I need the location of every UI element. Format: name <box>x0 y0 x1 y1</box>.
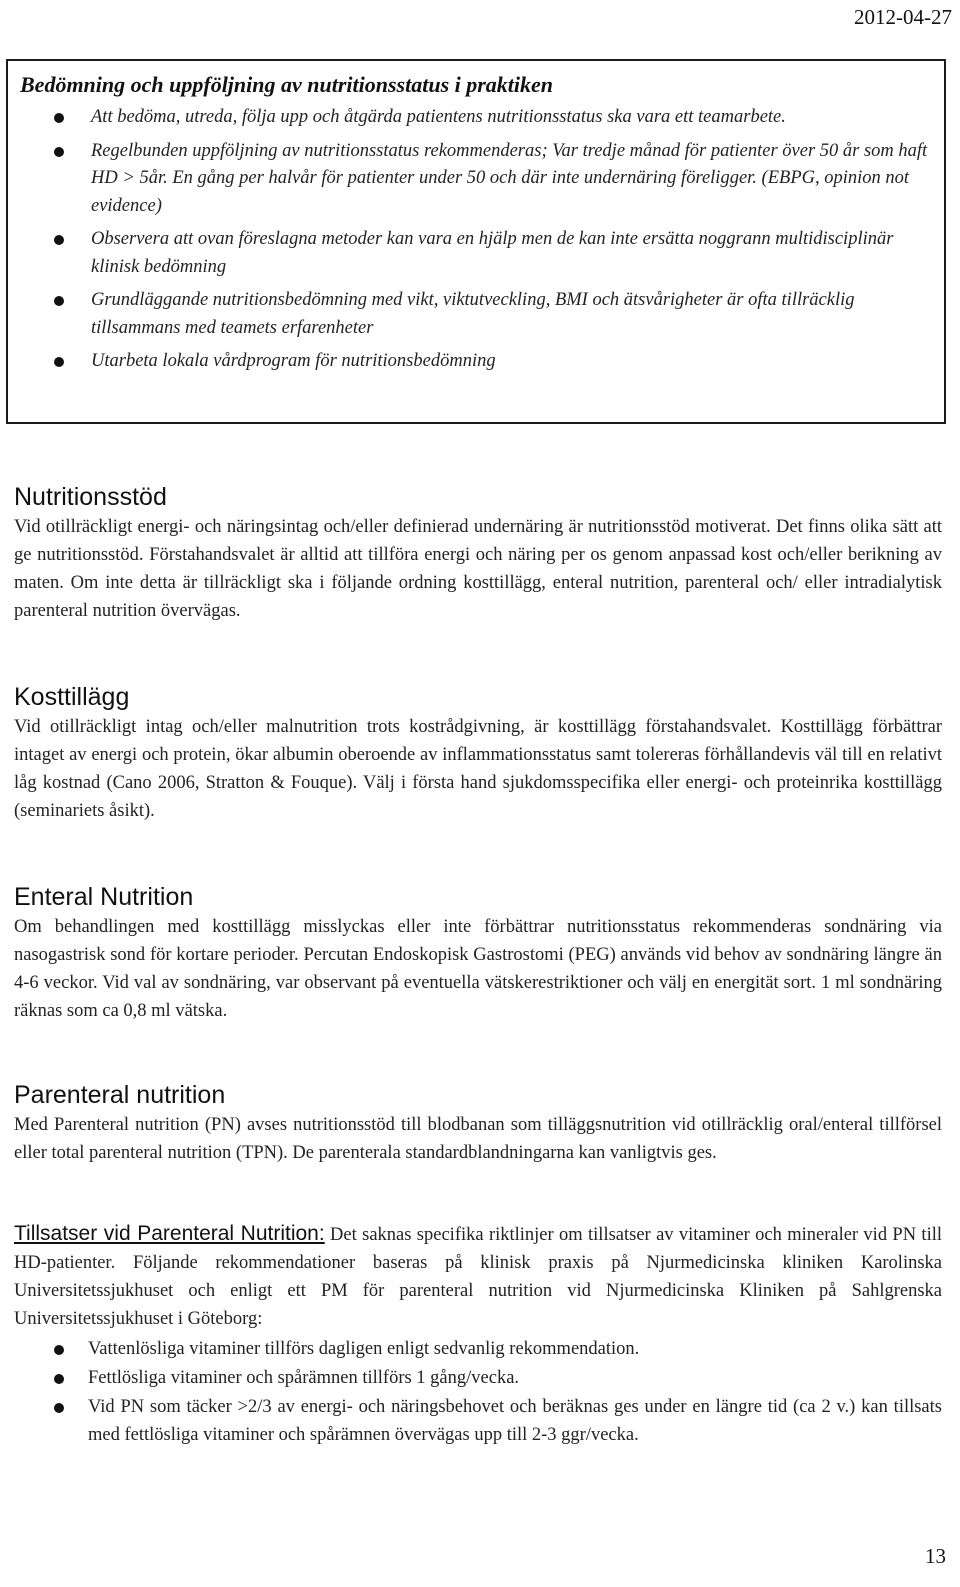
section-heading: Tillsatser vid Parenteral Nutrition: <box>14 1222 325 1245</box>
bullet-icon <box>54 1403 64 1413</box>
page-number: 13 <box>925 1544 946 1568</box>
section-heading: Nutritionsstöd <box>14 483 167 511</box>
list-item: Vid PN som täcker >2/3 av energi- och näringsbehovet och beräknas ges under en längre tid (ca 2 v.) kan tillsats med fettlösliga vitaminer och spårämnen övervägas upp till 2-3 ggr/vecka. <box>14 1393 942 1449</box>
section-tillsatser <box>14 1220 942 1450</box>
tillsatser-list <box>14 1335 942 1449</box>
box-list <box>20 104 944 376</box>
bullet-icon <box>54 235 64 245</box>
section-kosttillagg <box>14 682 942 825</box>
section-parenteral <box>14 1080 942 1167</box>
bullet-icon <box>54 1374 64 1384</box>
list-item: Grundläggande nutritionsbedömning med vikt, viktutveckling, BMI och ätsvårigheter är ofta tillräcklig tillsammans med teamets erfarenheter <box>20 287 944 342</box>
section-nutritionsstod <box>14 482 942 625</box>
list-item: Utarbeta lokala vårdprogram för nutritionsbedömning <box>20 348 944 376</box>
section-text: Vid otillräckligt intag och/eller malnutrition trots kostrådgivning, är kosttillägg förstahandsvalet. Kosttillägg förbättrar intaget av energi och protein, ökar albumin oberoende av inflammationsstatus samt tolereras förhållandevis väl till en relativt låg kostnad (Cano 2006, Stratton & Fouque). Välj i första hand sjukdomsspecifika eller energi- och proteinrika kosttillägg (seminariets åsikt). <box>14 717 942 821</box>
bullet-icon <box>54 357 64 367</box>
section-heading: Parenteral nutrition <box>14 1081 226 1109</box>
list-item: Vattenlösliga vitaminer tillförs dagligen enligt sedvanlig rekommendation. <box>14 1335 942 1363</box>
practice-box <box>6 59 946 424</box>
list-item: Att bedöma, utreda, följa upp och åtgärda patientens nutritionsstatus ska vara ett teamarbete. <box>20 104 944 132</box>
section-heading: Kosttillägg <box>14 683 130 711</box>
section-text: Med Parenteral nutrition (PN) avses nutritionsstöd till blodbanan som tilläggsnutrition vid otillräcklig oral/enteral tillförsel eller total parenteral nutrition (TPN). De parenterala standardblandningarna kan vanligtvis ges. <box>14 1115 942 1163</box>
list-item: Observera att ovan föreslagna metoder kan vara en hjälp men de kan inte ersätta noggrann multidisciplinär klinisk bedömning <box>20 226 944 281</box>
list-item: Fettlösliga vitaminer och spårämnen tillförs 1 gång/vecka. <box>14 1364 942 1392</box>
bullet-icon <box>54 113 64 123</box>
bullet-icon <box>54 1345 64 1355</box>
box-title: Bedömning och uppföljning av nutritionsstatus i praktiken <box>20 72 554 97</box>
section-heading: Enteral Nutrition <box>14 883 194 911</box>
section-text: Tillsatser vid Parenteral Nutrition: Det saknas specifika riktlinjer om tillsatser av vitaminer och mineraler vid PN till HD-patienter. Följande rekommendationer baseras på klinisk praxis på Njurmedicinska kliniken Karolinska Universitetssjukhuset och enligt ett PM för parenteral nutrition vid Njurmedicinska Kliniken på Sahlgrenska Universitetssjukhuset i Göteborg: <box>14 1222 942 1329</box>
section-text: Om behandlingen med kosttillägg misslyckas eller inte förbättrar nutritionsstatus rekommenderas sondnäring via nasogastrisk sond för kortare perioder. Percutan Endoskopisk Gastrostomi (PEG) används vid behov av sondnäring längre än 4-6 veckor. Vid val av sondnäring, var observant på eventuella vätskerestriktioner och välj en energität sort. 1 ml sondnäring räknas som ca 0,8 ml vätska. <box>14 917 942 1021</box>
header-date: 2012-04-27 <box>854 5 952 29</box>
section-enteral <box>14 882 942 1025</box>
bullet-icon <box>54 147 64 157</box>
section-text: Vid otillräckligt energi- och näringsintag och/eller definierad undernäring är nutritionsstöd motiverat. Det finns olika sätt att ge nutritionsstöd. Förstahandsvalet är alltid att tillföra energi och näring per os genom anpassad kost och/eller berikning av maten. Om inte detta är tillräckligt ska i följande ordning kosttillägg, enteral nutrition, parenteral och/ eller intradialytisk parenteral nutrition övervägas. <box>14 517 942 621</box>
bullet-icon <box>54 296 64 306</box>
list-item: Regelbunden uppföljning av nutritionsstatus rekommenderas; Var tredje månad för patienter över 50 år som haft HD > 5år. En gång per halvår för patienter under 50 och där inte undernäring föreligger. (EBPG, opinion not evidence) <box>20 138 944 221</box>
